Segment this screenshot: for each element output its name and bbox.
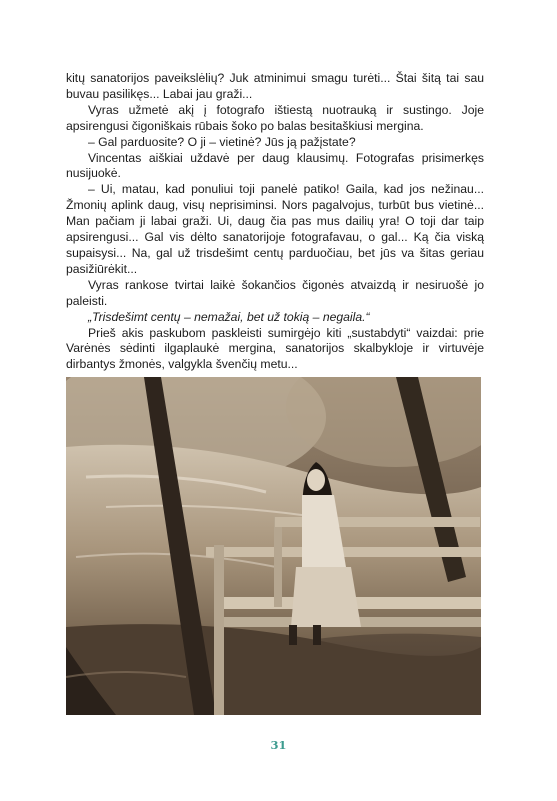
sepia-photograph <box>66 377 481 715</box>
paragraph: kitų sanatorijos paveikslėlių? Juk atminimui smagu turėti... Štai šitą tai sau buvau pasilikęs... Labai jau graži... <box>66 71 484 101</box>
paragraph: Vyras rankose tvirtai laikė šokančios čigonės atvaizdą ir nesiruošė jo paleisti. <box>66 277 484 308</box>
paragraph: – Ui, matau, kad ponuliui toji panelė patiko! Gaila, kad jos nežinau... Žmonių aplink daug, visų neprisiminsi. Nors pagalvojus, turbūt bus vietinė... Man pačiam ji labai graži. Ui, daug čia pas mus dailių yra! O toji dar taip apsirengusi... Gal vis dėlto sanatorijoje fotografavau, o gal... Ką čia viską supaisysi... Na, gal už trisdešimt centų parduočiau, bet jūs va šitas geriau pasižiūrėkit... <box>66 182 484 276</box>
woman-face <box>307 469 325 491</box>
body-text <box>66 71 484 373</box>
railing-post <box>214 545 224 715</box>
quote-paragraph: „Trisdešimt centų – nemažai, bet už tokią – negaila.“ <box>88 309 370 324</box>
railing-post <box>274 517 282 607</box>
paragraph: – Gal parduosite? O ji – vietinė? Jūs ją pažįstate? <box>88 134 356 149</box>
photo-illustration <box>66 377 481 715</box>
paragraph: Prieš akis paskubom paskleisti sumirgėjo kiti „sustabdyti“ vaizdai: prie Varėnės sėdinti ilgaplaukė mergina, sanatorijos skalbykloje ir virtuvėje dirbantys žmonės, valgykla švenčių metu... <box>66 325 484 372</box>
woman-skirt <box>291 567 361 627</box>
paragraph: Vincentas aiškiai uždavė per daug klausimų. Fotografas prisimerkęs nusijuokė. <box>66 150 484 181</box>
page-number: 31 <box>270 738 287 752</box>
paragraph: Vyras užmetė akį į fotografo ištiestą nuotrauką ir sustingo. Joje apsirengusi čigoniškais rūbais šoko po balas besitaškiusi mergina. <box>66 102 484 133</box>
